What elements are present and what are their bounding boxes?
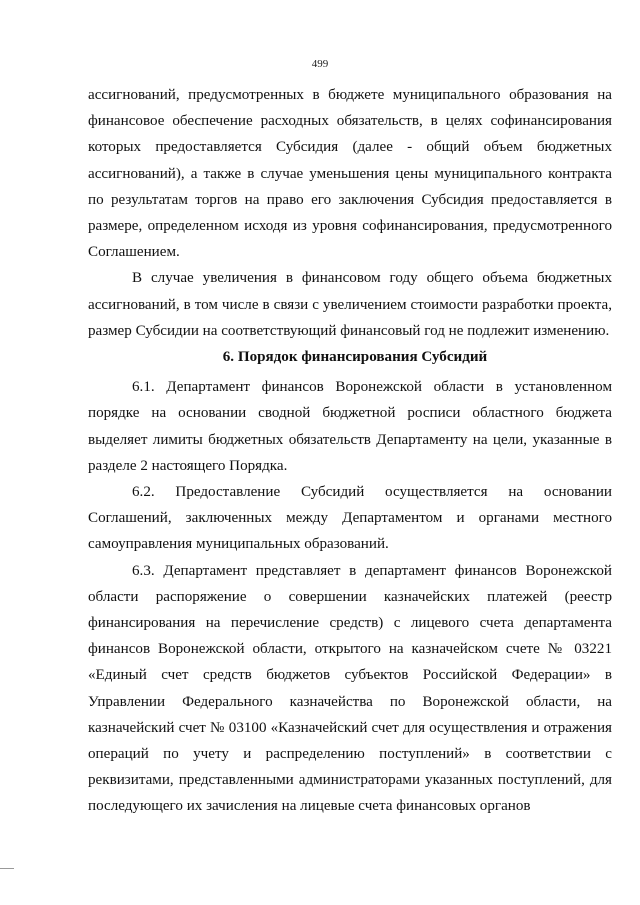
paragraph-budget-allocations: ассигнований, предусмотренных в бюджете муниципального образования на финансовое обеспечение расходных обязательств, в целях софинансирования которых предоставляется Субсидия (далее - общий объем бюджетных ассигнований), а также в случае уменьшения цены муниципального контракта по результатам торгов на право его заключения Субсидия предоставляется в размере, определенном исходя из уровня софинансирования, предусмотренного Соглашением. bbox=[88, 87, 612, 261]
paragraph-6-2: 6.2. Предоставление Субсидий осуществляется на основании Соглашений, заключенных между Департаментом и органами местного самоуправления муниципальных образований. bbox=[88, 484, 612, 553]
scan-margin-mark bbox=[0, 868, 14, 869]
paragraph-6-1: 6.1. Департамент финансов Воронежской области в установленном порядке на основании сводной бюджетной росписи областного бюджета выделяет лимиты бюджетных обязательств Департаменту на цели, указанные в разделе 2 настоящего Порядка. bbox=[88, 379, 612, 474]
page-number: 499 bbox=[311, 58, 329, 70]
paragraph-6-3: 6.3. Департамент представляет в департамент финансов Воронежской области распоряжение о совершении казначейских платежей (реестр финансирования на перечисление средств) с лицевого счета департамента финансов Воронежской области, открытого на казначейском счете № 03221 «Единый счет средств бюджетов субъектов Российской Федерации» в Управлении Федерального казначейства по Воронежской области, на казначейский счет № 03100 «Казначейский счет для осуществления и отражения операций по учету и распределению поступлений» в соответствии с реквизитами, представленными администраторами указанных поступлений, для последующего их зачисления на лицевые счета финансовых органов bbox=[88, 562, 612, 815]
paragraph-subsidy-amount-unchanged: В случае увеличения в финансовом году общего объема бюджетных ассигнований, в том числе в связи с увеличением стоимости разработки проекта, размер Субсидии на соответствующий финансовый год не подлежит изменению. bbox=[88, 270, 612, 339]
document-body bbox=[88, 82, 612, 820]
section-heading-financing-procedure: 6. Порядок финансирования Субсидий bbox=[222, 349, 488, 366]
